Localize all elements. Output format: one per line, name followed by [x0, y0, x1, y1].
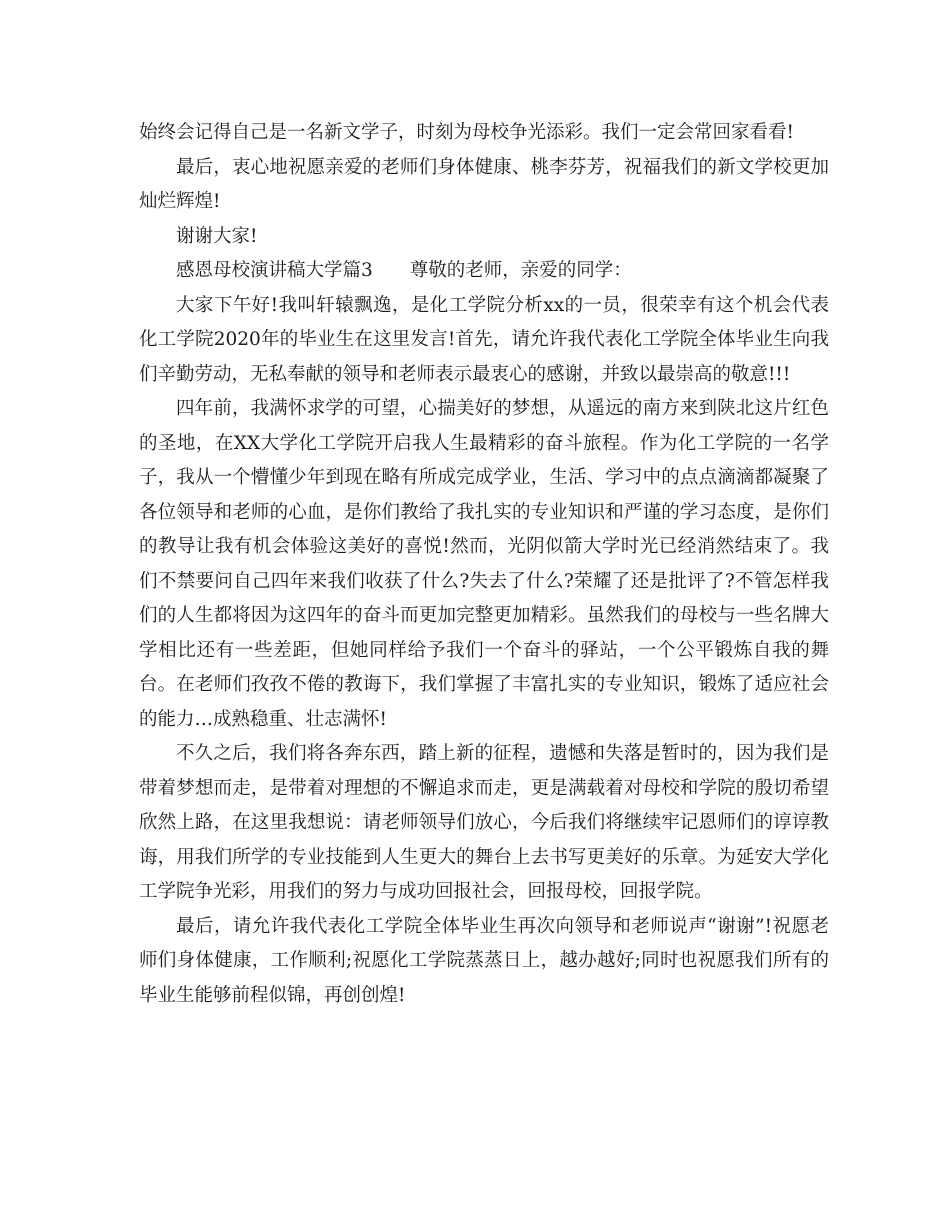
paragraph-1: 始终会记得自己是一名新文学子，时刻为母校争光添彩。我们一定会常回家看看! [139, 122, 794, 143]
paragraph-5: 大家下午好!我叫轩辕飘逸，是化工学院分析xx的一员，很荣幸有这个机会代表化工学院2020年的毕业生在这里发言!首先，请允许我代表化工学院全体毕业生向我们辛勤劳动，无私奉献的领导和老师表示最衷心的感谢，并致以最崇高的敬意!!! [139, 294, 829, 385]
paragraph-7: 不久之后，我们将各奔东西，踏上新的征程，遗憾和失落是暂时的，因为我们是带着梦想而走，是带着对理想的不懈追求而走，更是满载着对母校和学院的殷切希望欣然上路，在这里我想说：请老师领导们放心，今后我们将继续牢记恩师们的谆谆教诲，用我们所学的专业技能到人生更大的舞台上去书写更美好的乐章。为延安大学化工学院争光彩，用我们的努力与成功回报社会，回报母校，回报学院。 [139, 743, 829, 902]
section-heading: 感恩母校演讲稿大学篇3 尊敬的老师，亲爱的同学： [176, 260, 632, 281]
paragraph-6: 四年前，我满怀求学的可望，心揣美好的梦想，从遥远的南方来到陕北这片红色的圣地，在XX大学化工学院开启我人生最精彩的奋斗旅程。作为化工学院的一名学子，我从一个懵懂少年到现在略有所成完成学业，生活、学习中的点点滴滴都凝聚了各位领导和老师的心血，是你们教给了我扎实的专业知识和严谨的学习态度，是你们的教导让我有机会体验这美好的喜悦!然而，光阴似箭大学时光已经消然结束了。我们不禁要问自己四年来我们收获了什么?失去了什么?荣耀了还是批评了?不管怎样我们的人生都将因为这四年的奋斗而更加完整更加精彩。虽然我们的母校与一些名牌大学相比还有一些差距，但她同样给予我们一个奋斗的驿站，一个公平锻炼自我的舞台。在老师们孜孜不倦的教诲下，我们掌握了丰富扎实的专业知识，锻炼了适应社会的能力…成熟稳重、壮志满怀! [139, 398, 829, 730]
document-body [139, 116, 829, 1013]
paragraph-3: 谢谢大家! [176, 225, 258, 247]
paragraph-8: 最后，请允许我代表化工学院全体毕业生再次向领导和老师说声“谢谢”!祝愿老师们身体健康，工作顺利;祝愿化工学院蒸蒸日上，越办越好;同时也祝愿我们所有的毕业生能够前程似锦，再创创煌! [139, 915, 829, 1006]
paragraph-2: 最后，衷心地祝愿亲爱的老师们身体健康、桃李芬芳，祝福我们的新文学校更加灿烂辉煌! [139, 156, 829, 212]
